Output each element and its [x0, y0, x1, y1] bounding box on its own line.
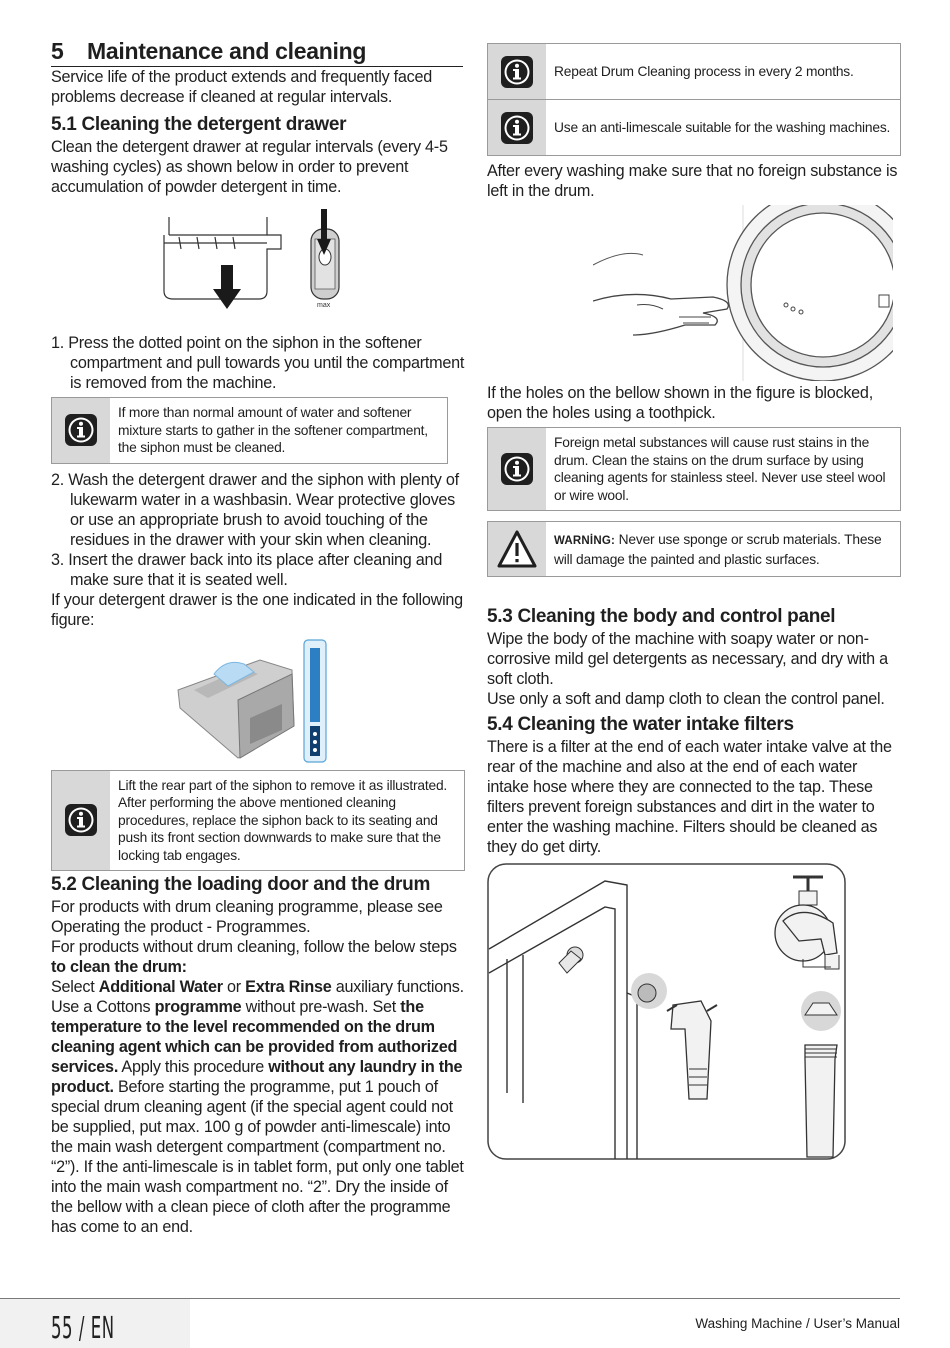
steps-list-b: [51, 470, 466, 590]
s52-p1: For products with drum cleaning programme, please see Operating the product - Programmes.: [51, 898, 443, 936]
warning-text: Never use sponge or scrub materials. These will damage the painted and plastic surfaces.: [554, 532, 882, 567]
left-column: [51, 36, 466, 1237]
drawer-removal-figure: [159, 209, 359, 321]
footer-title: Washing Machine / User’s Manual: [695, 1316, 900, 1331]
s52-p3-j: without any laundry in the product.: [51, 1058, 463, 1096]
step-3: 3. Insert the drawer back into its place after cleaning and make sure that it is seated well.: [51, 550, 443, 589]
s52-p3-h: the temperature to the level recommended on the drum cleaning agent which can be provided from authorized services.: [51, 998, 458, 1076]
s52-p3: [51, 977, 466, 1237]
s52-p3-d: Extra Rinse: [245, 978, 332, 996]
step-1: 1. Press the dotted point on the siphon in the softener compartment and pull towards you until the compartment is removed from the machine.: [51, 334, 465, 392]
note-metal: [487, 427, 901, 511]
info-icon: [500, 452, 534, 486]
s53-p1: Wipe the body of the machine with soapy water or non-corrosive mild gel detergents as necessary, and dry with a soft cloth.: [487, 630, 888, 688]
info-icon-cell: [52, 771, 110, 871]
note-siphon-text: If more than normal amount of water and softener mixture starts to gather in the softener compartment, the siphon must be cleaned.: [118, 405, 428, 455]
drawer-siphon-figure: [174, 638, 344, 766]
note-lift-siphon-text: Lift the rear part of the siphon to remove it as illustrated. After performing the above mentioned cleaning procedures, replace the siphon back to its seating and push its front section downwards to make sure that the locking tab engages.: [118, 777, 448, 863]
s52-p3-f: programme: [154, 998, 242, 1016]
note-metal-text: Foreign metal substances will cause rust stains in the drum. Clean the stains on the drum surface by using cleaning agents for stainless steel. Never use steel wool or wire wool.: [554, 435, 886, 503]
s52-p3-k: Before starting the programme, put 1 pouch of special drum cleaning agent (if the special agent could not be supplied, put max. 100 g of powder anti-limescale) into the main wash detergent compartment (compartment no. “2”). If the anti-limescale is in tablet form, put only one tablet into the main wash compartment no. “2”. Dry the inside of the bellow with a clean piece of cloth after the programme has come to an end.: [51, 1078, 464, 1236]
section-heading: [51, 36, 463, 67]
info-icon: [64, 413, 98, 447]
s53-title: 5.3 Cleaning the body and control panel: [487, 606, 836, 627]
right-column: [487, 43, 901, 1161]
s54-p1: There is a filter at the end of each water intake valve at the rear of the machine and also at the end of each water intake hose where they are connected to the tap. These filters prevent foreign substances and dirt in the water to enter the washing machine. Filters should be cleaned as they do get dirty.: [487, 738, 892, 856]
s52-p3-c: or: [222, 978, 246, 996]
holes-text: If the holes on the bellow shown in the figure is blocked, open the holes using a toothpick.: [487, 384, 873, 422]
info-icon-cell: [488, 428, 546, 510]
warning-label: WARNİNG:: [554, 535, 616, 547]
s52-p2: [51, 937, 466, 977]
water-filters-figure: [487, 863, 847, 1161]
warning-icon-cell: [488, 522, 546, 576]
steps-list-a: [51, 333, 466, 393]
drum-bellow-figure: [593, 205, 893, 381]
s51-title: 5.1 Cleaning the detergent drawer: [51, 114, 347, 135]
s52-p2-text: For products without drum cleaning, follow the below steps: [51, 938, 457, 956]
info-icon-cell: [488, 100, 546, 155]
warning-box: [487, 521, 901, 577]
note-repeat-cleaning: [487, 43, 901, 100]
s53-p2: Use only a soft and damp cloth to clean the control panel.: [487, 690, 885, 708]
warning-icon: [497, 530, 537, 568]
section-number: 5: [51, 38, 64, 64]
page-number: 55 / EN: [51, 1311, 115, 1346]
footer-rule: [0, 1298, 900, 1299]
step-2: 2. Wash the detergent drawer and the siphon with plenty of lukewarm water in a washbasin. Wear protective gloves or use an appropriate brush to avoid touching of the residues in the drawer with your skin when cleaning.: [51, 470, 459, 549]
section-title: Maintenance and cleaning: [87, 38, 367, 64]
s52-p3-a: Select: [51, 978, 99, 996]
s52-p3-g: without pre-wash. Set: [241, 998, 401, 1016]
info-icon: [500, 55, 534, 89]
after-wash-text: After every washing make sure that no foreign substance is left in the drum.: [487, 162, 898, 200]
info-icon: [500, 111, 534, 145]
note-limescale-text: Use an anti-limescale suitable for the washing machines.: [554, 119, 891, 135]
s52-title: 5.2 Cleaning the loading door and the drum: [51, 874, 431, 895]
note-repeat-text: Repeat Drum Cleaning process in every 2 months.: [554, 63, 854, 79]
note-anti-limescale: [487, 100, 901, 156]
s54-title: 5.4 Cleaning the water intake filters: [487, 714, 794, 735]
info-icon-cell: [488, 44, 546, 99]
info-icon: [64, 803, 98, 837]
s52-p3-b: Additional Water: [98, 978, 223, 996]
s51-intro: Clean the detergent drawer at regular intervals (every 4-5 washing cycles) as shown below in order to prevent accumulation of powder detergent in time.: [51, 138, 448, 196]
drawer-type-text: If your detergent drawer is the one indicated in the following figure:: [51, 590, 463, 629]
note-siphon: [51, 397, 448, 464]
section-intro: Service life of the product extends and frequently faced problems decrease if cleaned at regular intervals.: [51, 68, 433, 106]
s52-p3-i: Apply this procedure: [118, 1058, 269, 1076]
s52-p3-e: auxiliary functions. Use a Cottons: [51, 978, 464, 1016]
info-icon-cell: [52, 398, 110, 463]
warning-text-wrap: [546, 522, 900, 576]
note-lift-siphon: [51, 770, 465, 872]
max-label: max: [316, 302, 330, 309]
s52-p2-bold: to clean the drum:: [51, 958, 187, 976]
